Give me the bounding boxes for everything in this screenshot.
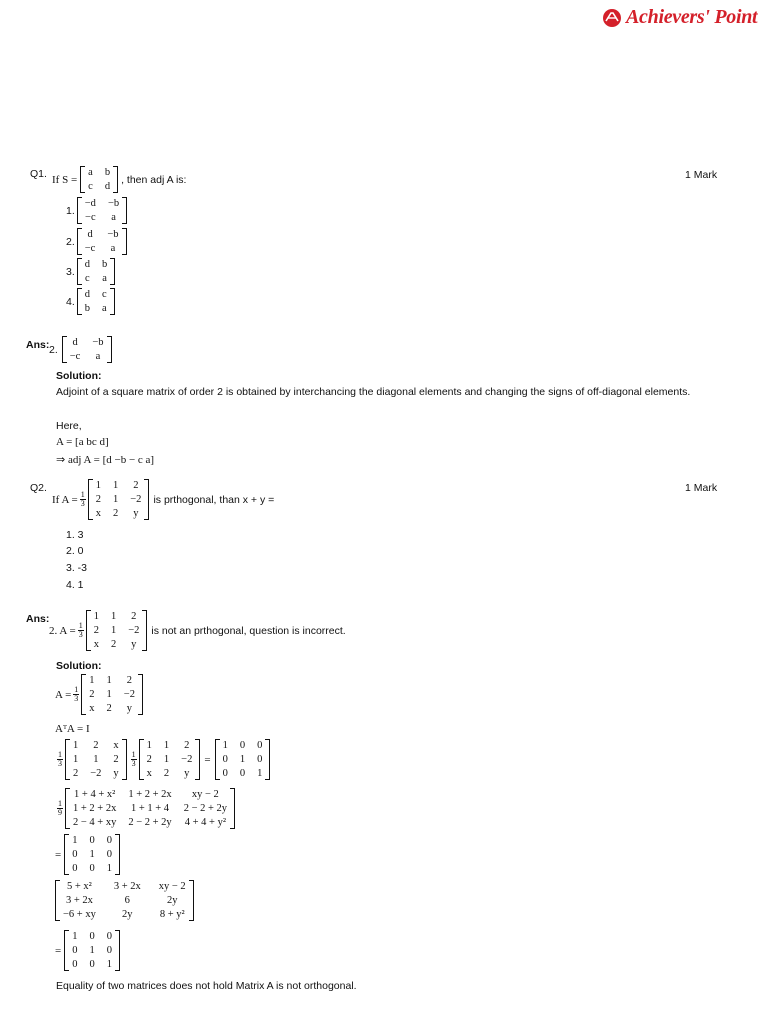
matrix-cell: x [89,703,95,714]
matrix-cell: y [184,768,190,779]
matrix-cell: 1 [106,675,112,686]
q1-solution-text: Adjoint of a square matrix of order 2 is obtained by interchancing the diagonal elements and changing the signs of off-diagonal elements. [56,386,691,398]
matrix-cell: 1 + 4 + x² [74,789,116,800]
fraction: $\frac{1}{3}$ [74,685,79,703]
option-label: 1. [66,204,75,217]
matrix-cell: 5 + x² [67,881,92,892]
q2-a-definition [55,674,143,715]
matrix-cell: y [133,508,139,519]
q1-line-adj: ⇒ adj A = [d −b − c a] [56,454,155,466]
matrix-cell: 0 [222,754,228,765]
q2-answer-suffix: is not an prthogonal, question is incorrect. [151,624,346,637]
brand-emblem-icon [602,8,622,28]
matrix-cell: 1 [72,835,78,846]
matrix-cell: a [111,212,116,223]
matrix-cell: 1 [106,863,112,874]
matrix-cell: −c [69,351,81,362]
matrix-cell: 2 [93,625,99,636]
matrix-cell: b [104,167,111,178]
option-matrix [77,288,115,315]
matrix-cell: 2 [113,508,119,519]
q2-option-3: 3. -3 [66,562,88,574]
matrix-cell: 0 [257,754,263,765]
matrix-cell: 2 − 2 + 2y [183,803,228,814]
fraction: $\frac{1}{3}$ [131,750,136,768]
q2-stem-prefix: If A = [52,493,78,506]
equals: = [55,944,62,957]
matrix-cell: d [72,337,78,348]
matrix-cell: a [102,303,107,314]
matrix-cell: xy − 2 [191,789,219,800]
matrix-cell: 8 + y² [159,909,185,920]
q2-stem-matrix [88,479,150,520]
matrix-cell: 1 [89,849,95,860]
matrix-cell: 1 [72,931,78,942]
matrix-cell: 2 − 4 + xy [73,817,117,828]
matrix-cell: 0 [72,959,78,970]
matrix-cell: 0 [89,835,95,846]
q1-answer-label: Ans: [26,339,50,351]
matrix-cell: 2 [113,754,119,765]
fraction: $\frac{1}{9}$ [58,799,62,817]
q1-stem-matrix [80,166,118,193]
q2-identity-line-2 [55,930,120,971]
matrix-cell: −b [92,337,104,348]
option-matrix [77,258,116,285]
matrix-cell: 1 [93,754,99,765]
matrix-cell: 2 [146,754,152,765]
matrix-product [65,788,235,829]
matrix-cell: 2 [110,639,117,650]
matrix-cell: 1 [73,754,79,765]
matrix-cell: 1 [110,611,117,622]
matrix-a [139,739,201,780]
q1-answer-number: 2. [49,343,58,356]
matrix-cell: 2 [89,689,95,700]
matrix-cell: 2 [163,768,170,779]
q2-answer-label: Ans: [26,613,50,625]
q2-stem [52,479,274,520]
fraction: $\frac{1}{3}$ [78,621,83,639]
matrix-cell: 2 [131,611,137,622]
matrix-cell: a [88,167,93,178]
matrix-cell: 0 [89,959,95,970]
matrix-cell: −2 [123,689,135,700]
matrix-cell: −6 + xy [63,909,96,920]
q1-answer-matrix [62,336,112,363]
a-eq: A = [55,688,72,701]
q2-solution-label: Solution: [56,660,102,672]
matrix-cell: a [95,351,101,362]
q2-simplified [55,880,194,921]
matrix-cell: 0 [106,835,112,846]
matrix-cell: −b [107,198,120,209]
matrix-simplified [55,880,194,921]
equals: = [55,848,62,861]
matrix-cell: y [131,639,137,650]
matrix-cell: 2 [95,494,102,505]
option-label: 4. [66,295,75,308]
q1-option-4 [66,288,115,315]
q1-marks: 1 Mark [685,169,718,181]
matrix-cell: 0 [239,740,246,751]
matrix-cell: 1 [73,740,79,751]
q2-option-4: 4. 1 [66,579,84,591]
matrix-cell: 0 [106,849,112,860]
matrix-cell: a [102,273,107,284]
q2-option-1: 1. 3 [66,529,84,541]
matrix-cell: 2 [184,740,190,751]
q2-answer [49,610,346,651]
matrix-cell: 1 [163,740,170,751]
option-label: 2. [66,235,75,248]
matrix-cell: 0 [106,931,112,942]
matrix-cell: −b [107,229,119,240]
q1-stem [52,166,186,193]
matrix-cell: 1 [113,480,119,491]
q1-stem-prefix: If S = [52,173,78,186]
matrix-cell: xy − 2 [158,881,186,892]
brand-name: Achievers' Point [626,6,758,28]
option-matrix [77,197,127,224]
matrix-cell: x [95,508,102,519]
q2-ata: AᵀA = I [55,723,90,735]
matrix-cell: −2 [90,768,102,779]
matrix-cell: 2 [93,740,99,751]
matrix-cell: 2y [122,909,133,920]
matrix-cell: 0 [257,740,263,751]
matrix-cell: 4 + 4 + y² [184,817,226,828]
matrix-cell: 0 [89,863,95,874]
matrix-cell: d [84,259,91,270]
matrix-cell: c [88,181,93,192]
q2-product-equation [55,739,270,780]
matrix-cell: −2 [181,754,193,765]
matrix-identity [64,834,120,875]
matrix-cell: 2 [73,768,79,779]
matrix-cell: 1 [106,689,112,700]
matrix-identity [215,739,271,780]
matrix-cell: 1 [106,959,112,970]
matrix-cell: d [84,289,91,300]
q1-answer [49,336,112,363]
q2-conclusion: Equality of two matrices does not hold Matrix A is not orthogonal. [56,980,357,992]
matrix-cell: 0 [72,849,78,860]
matrix-transpose [65,739,127,780]
matrix-cell: 1 + 2 + 2x [128,789,172,800]
q2-identity-line [55,834,120,875]
matrix-cell: −c [85,212,96,223]
matrix-cell: 0 [72,945,78,956]
matrix-cell: −c [84,243,96,254]
q1-line-a: A = [a bc d] [56,436,109,448]
matrix-cell: 1 + 1 + 4 [130,803,170,814]
q1-option-3 [66,258,115,285]
matrix-cell: 6 [124,895,130,906]
matrix-cell: 0 [89,931,95,942]
matrix-cell: 0 [106,945,112,956]
matrix-cell: a [110,243,116,254]
matrix-cell: −2 [130,494,142,505]
matrix-cell: 1 [95,480,102,491]
matrix-cell: 1 [222,740,228,751]
matrix-cell: 1 [93,611,99,622]
q1-option-1 [66,197,127,224]
matrix-cell: 1 [163,754,170,765]
matrix-cell: 1 [89,675,95,686]
matrix-identity [64,930,120,971]
matrix-cell: d [104,181,111,192]
equals: = [204,753,211,766]
fraction: $\frac{1}{3}$ [58,750,62,768]
matrix-cell: y [113,768,119,779]
matrix-cell: 2 [106,703,112,714]
matrix-cell: c [102,289,107,300]
matrix-cell: 0 [222,768,228,779]
matrix-a [81,674,143,715]
q1-solution-label: Solution: [56,370,102,382]
matrix-cell: x [93,639,99,650]
matrix-cell: 3 + 2x [113,881,141,892]
matrix-cell: −d [84,198,96,209]
q1-option-2 [66,228,127,255]
matrix-cell: 0 [72,863,78,874]
fraction: $\frac{1}{3}$ [80,490,85,508]
matrix-cell: −2 [128,625,140,636]
q2-answer-matrix [86,610,148,651]
matrix-cell: b [102,259,108,270]
q2-stem-suffix: is prthogonal, than x + y = [153,493,275,506]
matrix-cell: 3 + 2x [65,895,93,906]
q2-number: Q2. [30,482,47,494]
matrix-cell: b [84,303,91,314]
option-matrix [77,228,127,255]
option-label: 3. [66,265,75,278]
matrix-cell: 2 [126,675,132,686]
q2-marks: 1 Mark [685,482,718,494]
matrix-cell: 2 − 2 + 2y [128,817,172,828]
q2-product-expanded [55,788,235,829]
matrix-cell: 0 [239,768,246,779]
matrix-cell: 1 [110,625,117,636]
q2-option-2: 2. 0 [66,545,84,557]
matrix-cell: d [87,229,93,240]
q1-number: Q1. [30,168,47,180]
matrix-cell: y [126,703,132,714]
matrix-cell: 1 [89,945,95,956]
matrix-cell: 1 [239,754,246,765]
matrix-cell: 2y [166,895,178,906]
q2-answer-prefix: 2. A = [49,624,76,637]
q1-stem-suffix: , then adj A is: [121,173,187,186]
brand-logo [602,6,757,29]
matrix-cell: 1 [113,494,119,505]
matrix-cell: x [113,740,119,751]
matrix-cell: 2 [133,480,139,491]
matrix-cell: 1 + 2 + 2x [73,803,117,814]
matrix-cell: 1 [257,768,263,779]
matrix-cell: x [146,768,152,779]
q1-here: Here, [56,420,82,432]
matrix-cell: 1 [146,740,152,751]
matrix-cell: c [85,273,90,284]
